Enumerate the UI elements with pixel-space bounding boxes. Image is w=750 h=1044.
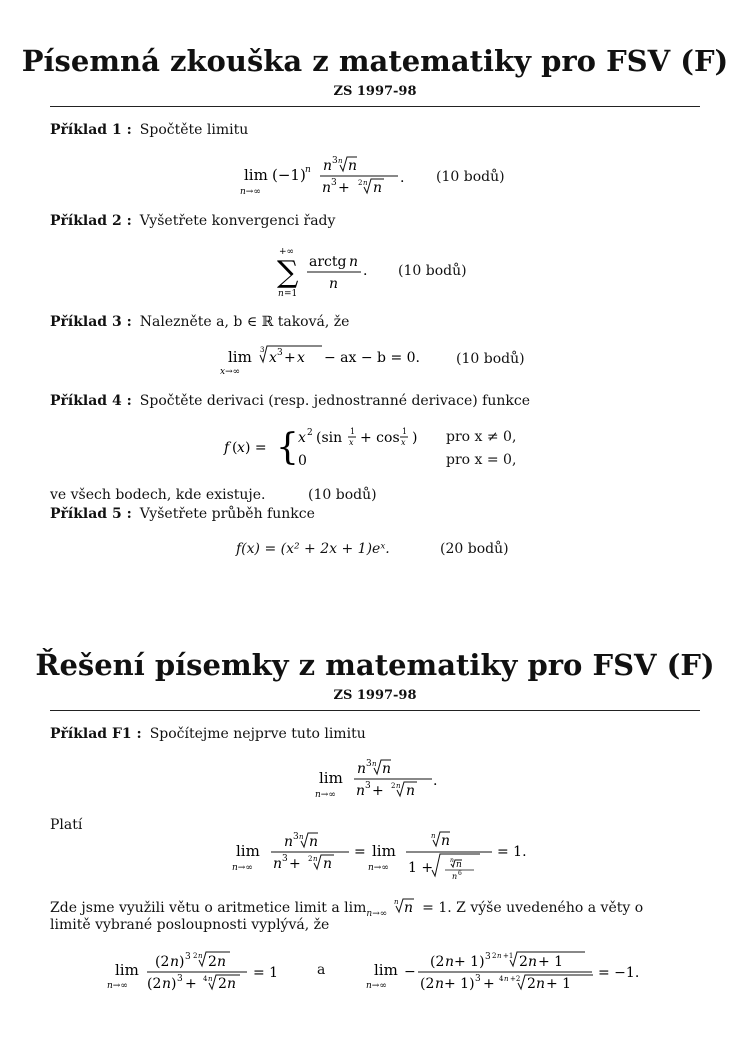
- problem-2-points: (10 bodů): [398, 263, 467, 279]
- svg-text:= 1.: = 1.: [497, 844, 527, 860]
- svg-text:1 +: 1 +: [408, 860, 434, 876]
- problem-1-formula: [240, 152, 430, 198]
- solution-para-1: Zde jsme využili větu o aritmetice limit a lim: [50, 900, 367, 916]
- svg-text:3: 3: [332, 156, 338, 166]
- problem-3-statement: [50, 314, 349, 330]
- svg-text:n: n: [348, 158, 358, 174]
- svg-text:x: x: [297, 350, 305, 366]
- svg-text:3: 3: [366, 759, 372, 769]
- svg-text:3: 3: [293, 832, 299, 842]
- svg-text:3: 3: [331, 178, 337, 188]
- svg-text:n: n: [504, 975, 509, 983]
- problem-3-text: Nalezněte a, b ∈ ℝ taková, že: [139, 314, 350, 330]
- svg-text:(sin: (sin: [316, 430, 343, 446]
- problem-4-after-text: ve všech bodech, kde existuje.: [50, 487, 266, 503]
- exam-subtitle: ZS 1997-98: [333, 84, 417, 99]
- svg-text:+: +: [289, 856, 301, 872]
- svg-text:4: 4: [499, 975, 504, 983]
- solution-limit-2: [232, 826, 527, 888]
- problem-4-case-1: pro x ≠ 0,: [446, 429, 517, 445]
- svg-text:n: n: [441, 833, 451, 849]
- svg-text:n: n: [536, 976, 546, 992]
- svg-text:n: n: [313, 855, 318, 863]
- svg-text:): ): [412, 430, 418, 446]
- svg-text:n: n: [323, 856, 333, 872]
- svg-text:2: 2: [193, 952, 198, 960]
- svg-text:n: n: [357, 761, 367, 777]
- svg-text:+ 1): + 1): [454, 954, 485, 970]
- solution-limit-3: [107, 946, 293, 992]
- problem-2-statement: [50, 213, 335, 229]
- svg-text:lim: lim: [374, 961, 398, 979]
- exam-divider: [50, 106, 700, 107]
- solution-para-2: limitě vybrané posloupnosti vyplývá, že: [50, 917, 330, 933]
- svg-text:2: 2: [308, 855, 313, 863]
- problem-4-statement: [50, 393, 530, 409]
- solution-plati: Platí: [50, 817, 83, 833]
- svg-text:n: n: [393, 898, 399, 906]
- problem-1-statement: [50, 122, 248, 138]
- svg-text:.: .: [400, 170, 405, 186]
- svg-text:{: {: [276, 427, 299, 468]
- problem-4-case-2: pro x = 0,: [446, 452, 517, 468]
- problem-4-points: (10 bodů): [308, 487, 377, 503]
- svg-text:2: 2: [519, 954, 528, 970]
- svg-text:2: 2: [391, 782, 396, 790]
- svg-text:n→∞: n→∞: [366, 981, 387, 991]
- svg-text:n: n: [373, 180, 383, 196]
- problem-1-points: (10 bodů): [436, 169, 505, 185]
- svg-text:3: 3: [277, 348, 283, 358]
- solution-divider: [50, 710, 700, 711]
- svg-text:3: 3: [485, 952, 491, 962]
- problem-3-label: Příklad 3 :: [50, 314, 132, 330]
- svg-text:f: f: [224, 440, 230, 456]
- svg-text:n: n: [273, 856, 283, 872]
- svg-text:n: n: [363, 179, 368, 187]
- solution-and: a: [317, 962, 326, 978]
- problem-5-points: (20 bodů): [440, 541, 509, 557]
- svg-text:+2: +2: [510, 975, 521, 983]
- svg-text:n: n: [452, 872, 458, 881]
- svg-text:n: n: [497, 952, 502, 960]
- svg-text:x: x: [269, 350, 277, 366]
- svg-text:2: 2: [358, 179, 363, 187]
- problem-1-label: Příklad 1 :: [50, 122, 132, 138]
- svg-text:0: 0: [298, 453, 307, 469]
- svg-text:n: n: [338, 157, 343, 165]
- svg-text:x: x: [298, 430, 306, 446]
- problem-5-formula: f(x) = (x² + 2x + 1)eˣ.: [236, 541, 390, 557]
- svg-text:x: x: [349, 438, 354, 447]
- svg-text:3: 3: [260, 346, 265, 354]
- svg-text:n: n: [299, 833, 304, 841]
- svg-text:n: n: [435, 976, 445, 992]
- svg-text:n: n: [323, 158, 333, 174]
- svg-text:n: n: [396, 782, 401, 790]
- svg-text:n: n: [456, 860, 462, 870]
- svg-text:n: n: [528, 954, 538, 970]
- solution-para-root: [392, 897, 418, 915]
- svg-text:n: n: [372, 760, 377, 768]
- svg-text:n→∞: n→∞: [107, 981, 128, 991]
- problem-2-formula: [275, 244, 385, 300]
- svg-text:1: 1: [350, 427, 356, 436]
- svg-text:.: .: [363, 263, 368, 279]
- svg-text:n: n: [431, 832, 436, 840]
- svg-text:+ 1: + 1: [546, 976, 572, 992]
- svg-text:n: n: [217, 954, 227, 970]
- svg-text:= 1: = 1: [253, 965, 279, 981]
- problem-5-label: Příklad 5 :: [50, 506, 132, 522]
- svg-text:x: x: [401, 438, 406, 447]
- svg-text:n: n: [322, 180, 332, 196]
- svg-text:3: 3: [365, 781, 371, 791]
- svg-text:4: 4: [203, 975, 208, 983]
- svg-text:n: n: [403, 900, 413, 916]
- svg-text:+ 1: + 1: [538, 954, 564, 970]
- svg-text:): ): [171, 976, 177, 992]
- svg-text:6: 6: [458, 870, 462, 877]
- svg-text:n: n: [284, 834, 294, 850]
- svg-text:2: 2: [218, 976, 227, 992]
- svg-text:): ): [179, 954, 185, 970]
- svg-text:lim: lim: [244, 166, 268, 184]
- svg-text:n: n: [349, 254, 359, 270]
- solution-limit-1: [315, 755, 445, 801]
- svg-text:x: x: [237, 440, 245, 456]
- svg-text:x→∞: x→∞: [220, 367, 241, 377]
- solution-para-sub: n→∞: [366, 908, 388, 919]
- svg-text:−: −: [404, 964, 416, 980]
- svg-text:n: n: [329, 276, 339, 292]
- svg-text:n→∞: n→∞: [368, 863, 389, 873]
- svg-text:3: 3: [177, 974, 183, 984]
- svg-text:n: n: [208, 975, 213, 983]
- svg-text:3: 3: [185, 952, 191, 962]
- svg-text:+: +: [372, 783, 384, 799]
- svg-text:n: n: [445, 954, 455, 970]
- svg-text:(2: (2: [420, 976, 435, 992]
- svg-text:n: n: [170, 954, 180, 970]
- svg-text:lim: lim: [228, 348, 252, 366]
- problem-2-label: Příklad 2 :: [50, 213, 132, 229]
- svg-text:2: 2: [208, 954, 217, 970]
- solution-limit-4: [366, 946, 656, 992]
- problem-4-text: Spočtěte derivaci (resp. jednostranné derivace) funkce: [139, 393, 530, 409]
- svg-text:lim: lim: [319, 769, 343, 787]
- problem-5-text: Vyšetřete průběh funkce: [139, 506, 315, 522]
- problem-4-label: Příklad 4 :: [50, 393, 132, 409]
- svg-text:3: 3: [282, 854, 288, 864]
- svg-text:n: n: [382, 761, 392, 777]
- svg-text:) =: ) =: [245, 440, 267, 456]
- svg-text:n→∞: n→∞: [240, 187, 261, 197]
- svg-text:lim: lim: [236, 842, 260, 860]
- svg-text:n: n: [162, 976, 172, 992]
- svg-text:n→∞: n→∞: [315, 790, 336, 800]
- svg-text:n→∞: n→∞: [232, 863, 253, 873]
- svg-text:n: n: [198, 952, 203, 960]
- svg-text:+1: +1: [503, 952, 514, 960]
- svg-text:1: 1: [402, 427, 408, 436]
- problem-2-text: Vyšetřete konvergenci řady: [139, 213, 336, 229]
- svg-text:2: 2: [492, 952, 497, 960]
- svg-text:n: n: [309, 834, 319, 850]
- problem-3-points: (10 bodů): [456, 351, 525, 367]
- svg-text:(2: (2: [147, 976, 162, 992]
- svg-text:n: n: [227, 976, 237, 992]
- svg-text:n: n: [450, 857, 454, 864]
- svg-text:(−1): (−1): [272, 166, 306, 184]
- svg-text:+: +: [284, 350, 296, 366]
- svg-text:n: n: [305, 165, 311, 175]
- solution-f1-statement: [50, 726, 366, 742]
- svg-text:+: +: [483, 976, 495, 992]
- solution-title: Řešení písemky z matematiky pro FSV (F): [35, 648, 715, 682]
- svg-text:+: +: [185, 976, 197, 992]
- svg-text:2: 2: [527, 976, 536, 992]
- problem-4-formula: [222, 422, 442, 472]
- svg-text:(: (: [232, 440, 238, 456]
- problem-1-text: Spočtěte limitu: [139, 122, 249, 138]
- svg-text:lim: lim: [372, 842, 396, 860]
- svg-text:+∞: +∞: [279, 247, 295, 257]
- svg-text:(2: (2: [155, 954, 170, 970]
- svg-text:+: +: [338, 180, 350, 196]
- solution-para-1c: = 1. Z výše uvedeného a věty o: [422, 900, 644, 916]
- solution-f1-intro: Spočítejme nejprve tuto limitu: [149, 726, 366, 742]
- svg-text:2: 2: [307, 428, 313, 438]
- svg-text:n: n: [356, 783, 366, 799]
- problem-3-formula: [220, 344, 430, 378]
- svg-text:.: .: [433, 773, 438, 789]
- solution-paragraph: [50, 897, 643, 919]
- svg-text:=1: =1: [284, 289, 298, 299]
- solution-f1-label: Příklad F1 :: [50, 726, 142, 742]
- svg-text:lim: lim: [115, 961, 139, 979]
- svg-text:− ax − b = 0.: − ax − b = 0.: [324, 350, 421, 366]
- svg-text:(2: (2: [430, 954, 445, 970]
- problem-5-statement: [50, 506, 315, 522]
- svg-text:∑: ∑: [277, 255, 299, 290]
- svg-text:n: n: [278, 289, 284, 299]
- svg-text:+ 1): + 1): [444, 976, 475, 992]
- exam-title: Písemná zkouška z matematiky pro FSV (F): [21, 44, 729, 78]
- svg-text:=: =: [354, 844, 366, 860]
- svg-text:n: n: [406, 783, 416, 799]
- svg-text:+ cos: + cos: [360, 430, 400, 446]
- svg-text:3: 3: [475, 974, 481, 984]
- svg-text:arctg: arctg: [309, 254, 347, 270]
- svg-text:= −1.: = −1.: [598, 965, 640, 981]
- solution-subtitle: ZS 1997-98: [333, 688, 417, 703]
